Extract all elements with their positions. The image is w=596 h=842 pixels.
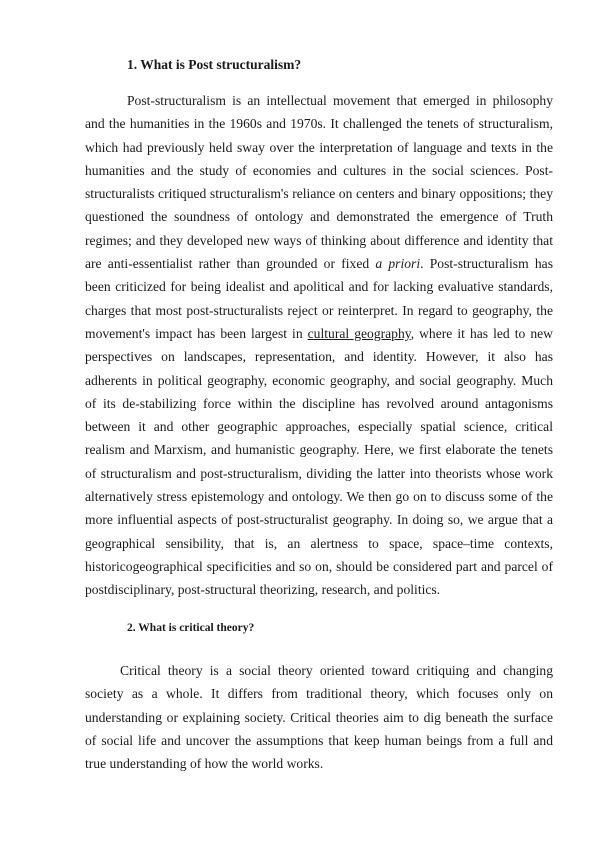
italic-term: a priori — [375, 256, 421, 272]
paragraph-text: , where it has led to new perspectives on landscapes, representation, and identity. However, it also has adherents in political geography, economic geography, and social geography. Much of its de-stabilizing force within the discipline has revolved around antagonisms between it and other geographic approaches, especially spatial science, critical realism and Marxism, and humanistic geography. Here, we first elaborate the tenets of structuralism and post-structuralism, dividing the latter into theorists whose work alternatively stress epistemology and ontology. We then go on to discuss some of the more influential aspects of post-structuralist geography. In doing so, we argue that a geographical sensibility, that is, an alertness to space, space–time contexts, historicogeographical specificities and so on, should be considered part and parcel of postdisciplinary, post-structural theorizing, research, and politics. — [85, 325, 553, 598]
paragraph-critical-theory: Critical theory is a social theory oriented toward critiquing and changing society as a whole. It differs from traditional theory, which focuses only on understanding or explaining society. Critical theories aim to dig beneath the surface of social life and uncover the assumptions that keep human beings from a full and true understanding of how the world works. — [85, 663, 553, 772]
cultural-geography-link[interactable]: cultural geography — [307, 325, 411, 341]
section-heading-critical-theory: 2. What is critical theory? — [127, 622, 255, 634]
paragraph-text: Post-structuralism is an intellectual movement that emerged in philosophy and the humanities in the 1960s and 1970s. It challenged the tenets of structuralism, which had previously held sway over the interpretation of language and texts in the humanities and the study of economies and cultures in the social sciences. Post-structuralists critiqued structuralism's reliance on centers and binary oppositions; they questioned the soundness of ontology and demonstrated the emergence of Truth regimes; and they developed new ways of thinking about difference and identity that are anti-essentialist rather than grounded or fixed — [85, 93, 553, 272]
paragraph-text: . Post-structuralism has been criticized for being idealist and apolitical and for lacking evaluative standards, charges that most post-structuralists reject or reinterpret. In regard to geography, the movement's impact has been largest in — [85, 256, 554, 341]
paragraph-post-structuralism — [85, 89, 553, 602]
section-heading-post-structuralism: 1. What is Post structuralism? — [127, 57, 302, 72]
